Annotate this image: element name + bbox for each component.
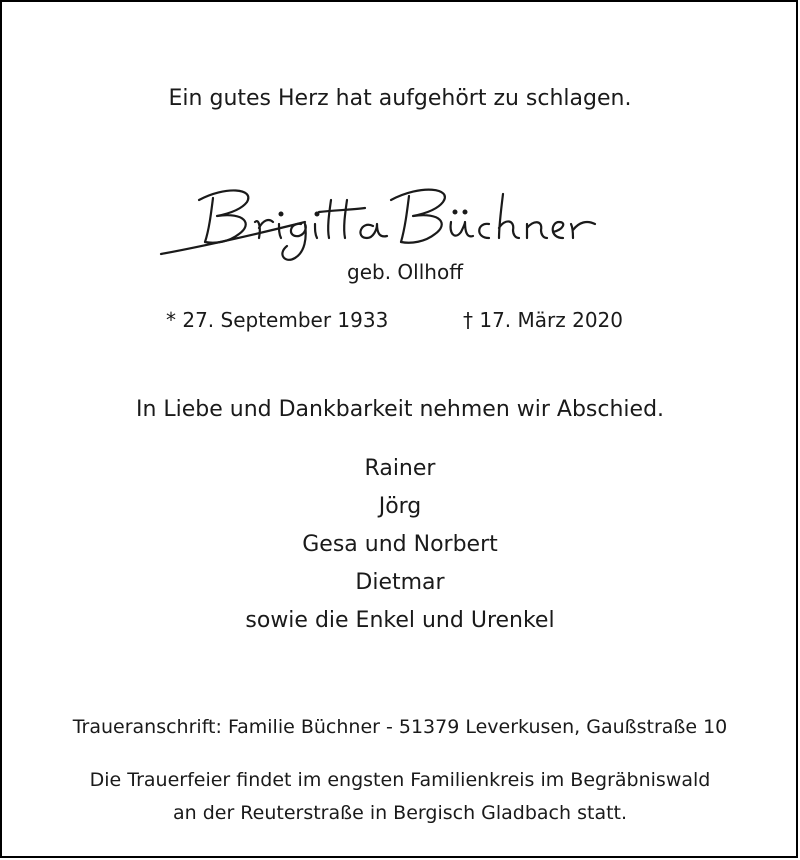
mourner-name: Jörg — [378, 494, 422, 519]
mourner-name: sowie die Enkel und Urenkel — [245, 608, 555, 633]
life-dates — [0, 308, 800, 338]
mourner-name: Dietmar — [355, 570, 445, 595]
mourning-address: Traueranschrift: Familie Büchner - 51379 Leverkusen, Gaußstraße 10 — [72, 716, 728, 738]
mourners-list — [0, 450, 800, 640]
ceremony-line: Die Trauerfeier findet im engsten Familienkreis im Begräbniswald — [89, 769, 711, 791]
ceremony-info — [0, 764, 800, 830]
signature-image — [155, 178, 615, 268]
mourner-name: Rainer — [364, 456, 436, 481]
mourner-name: Gesa und Norbert — [302, 532, 498, 557]
ceremony-line: an der Reuterstraße in Bergisch Gladbach statt. — [172, 802, 628, 824]
birth-date: * 27. September 1933 — [166, 308, 389, 332]
headline: Ein gutes Herz hat aufgehört zu schlagen. — [168, 86, 632, 111]
death-date: † 17. März 2020 — [463, 308, 624, 332]
maiden-name: geb. Ollhoff — [347, 260, 463, 284]
farewell-line: In Liebe und Dankbarkeit nehmen wir Abschied. — [135, 397, 665, 422]
